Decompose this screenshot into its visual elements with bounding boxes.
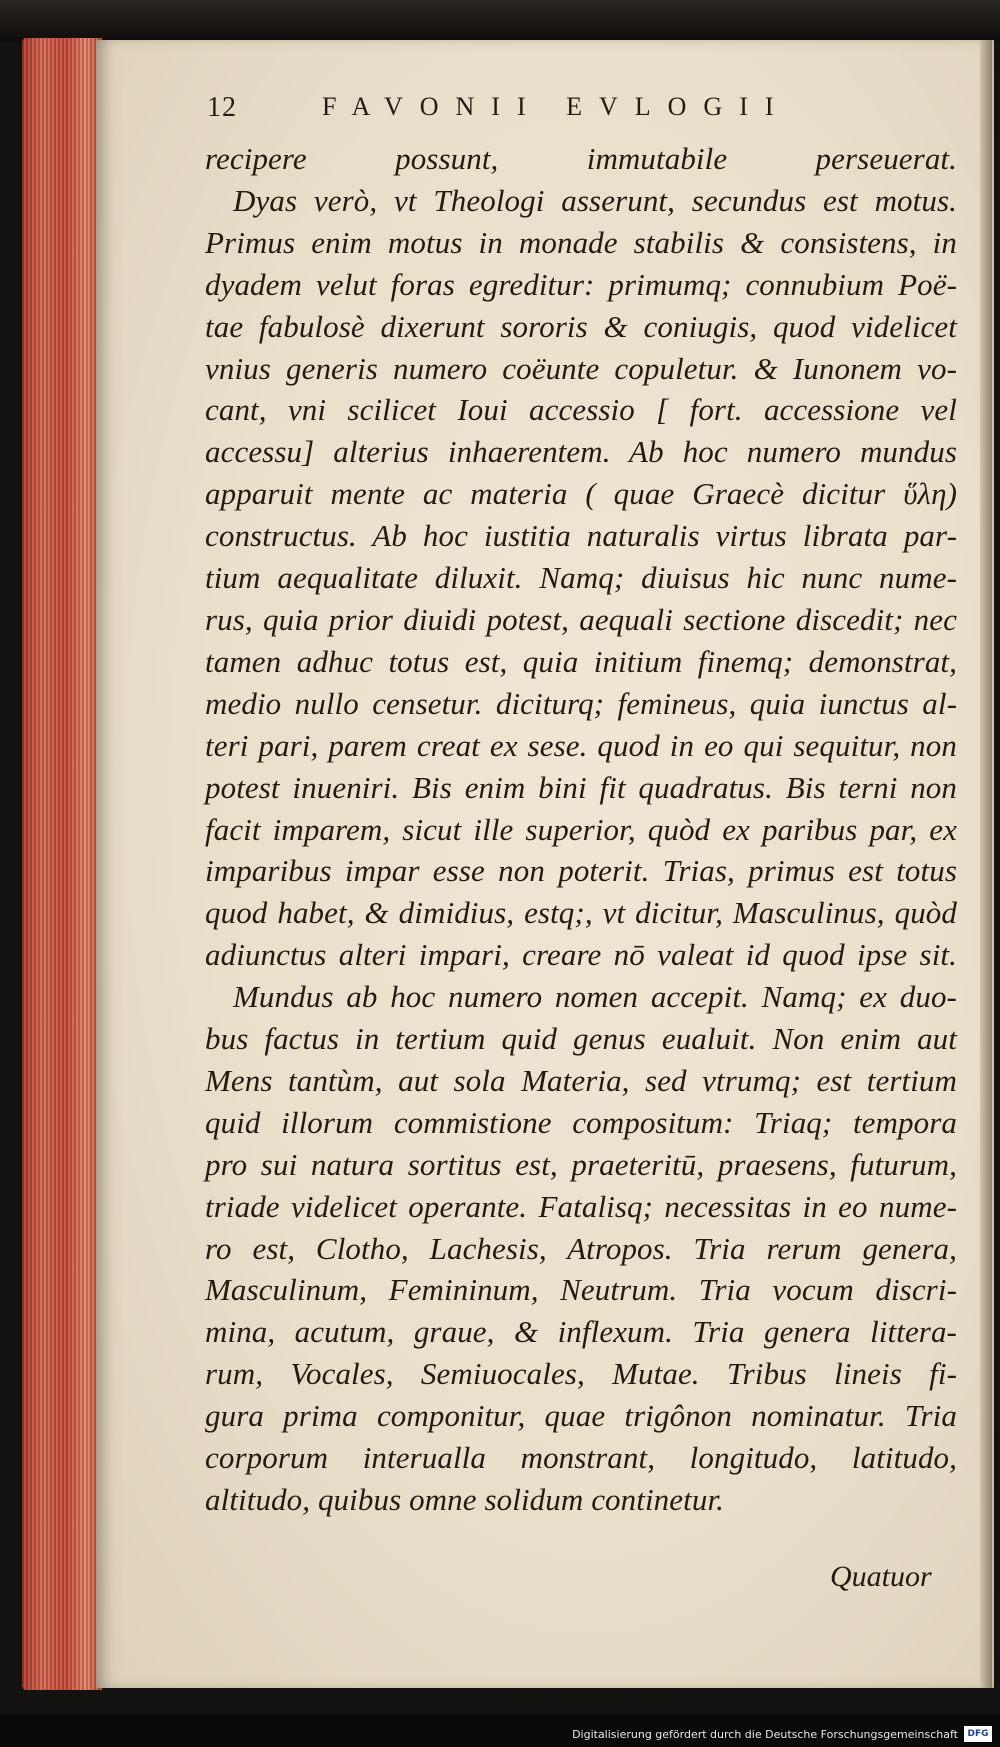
text-line: imparibus impar esse non poterit. Trias, primus est totus <box>205 853 957 889</box>
text-line: Mens tantùm, aut sola Materia, sed vtrumq; est tertium <box>205 1062 957 1098</box>
digitization-credit: Digitalisierung gefördert durch die Deutsche Forschungsgemeinschaft <box>572 1728 958 1741</box>
text-line: adiunctus alteri impari, creare nō valeat id quod ipse sit. <box>205 937 957 973</box>
text-line: vnius generis numero coëunte copuletur. & Iunonem vo- <box>205 350 957 386</box>
page-number: 12 <box>207 92 237 123</box>
text-line: recipere possunt, immutabile perseuerat. <box>205 141 957 176</box>
text-line: Primus enim motus in monade stabilis & consistens, in <box>205 224 957 260</box>
text-line: apparuit mente ac materia ( quae Graecè dicitur ὕλη) <box>205 476 957 512</box>
text-line: dyadem velut foras egreditur: primumq; connubium Poë- <box>205 266 957 302</box>
body-text <box>205 138 957 1521</box>
text-line: rum, Vocales, Semiuocales, Mutae. Tribus lineis fi- <box>205 1356 957 1392</box>
text-line: constructus. Ab hoc iustitia naturalis virtus librata par- <box>205 518 957 554</box>
text-line: quid illorum commistione compositum: Triaq; tempora <box>205 1104 957 1140</box>
text-line: potest inueniri. Bis enim bini fit quadratus. Bis terni non <box>205 769 957 805</box>
text-line: quod habet, & dimidius, estq;, vt dicitur, Masculinus, quòd <box>205 895 957 931</box>
dfg-logo: DFG <box>964 1726 992 1742</box>
text-line: Dyas verò, vt Theologi asserunt, secundus est motus. <box>233 182 957 218</box>
text-line: ro est, Clotho, Lachesis, Atropos. Tria rerum genera, <box>205 1230 957 1266</box>
scan-background-top <box>0 0 1000 42</box>
text-line: medio nullo censetur. diciturq; femineus, quia iunctus al- <box>205 685 957 721</box>
text-line: bus factus in tertium quid genus eualuit. Non enim aut <box>205 1021 957 1057</box>
running-title: FAVONII EVLOGII <box>322 92 791 121</box>
text-line: cant, vni scilicet Ioui accessio [ fort. accessione vel <box>205 392 957 428</box>
running-head <box>207 92 857 132</box>
text-line: corporum interualla monstrant, longitudo, latitudo, <box>205 1440 957 1476</box>
page-fore-edge <box>980 40 992 1688</box>
text-line: Masculinum, Femininum, Neutrum. Tria vocum discri- <box>205 1272 957 1308</box>
text-line: teri pari, parem creat ex sese. quod in eo qui sequitur, non <box>205 727 957 763</box>
text-line: accessu] alterius inhaerentem. Ab hoc numero mundus <box>205 434 957 470</box>
text-line: tamen adhuc totus est, quia initium finemq; demonstrat, <box>205 643 957 679</box>
text-line: facit imparem, sicut ille superior, quòd ex paribus par, ex <box>205 811 957 847</box>
text-line: mina, acutum, graue, & inflexum. Tria genera littera- <box>205 1314 957 1350</box>
text-line: altitudo, quibus omne solidum continetur. <box>205 1482 725 1517</box>
text-line: Mundus ab hoc numero nomen accepit. Namq; ex duo- <box>233 979 957 1015</box>
text-line: triade videlicet operante. Fatalisq; necessitas in eo nume- <box>205 1188 957 1224</box>
text-line: tium aequalitate diluxit. Namq; diuisus hic nunc nume- <box>205 560 957 596</box>
catchword: Quatuor <box>830 1560 932 1593</box>
text-line: tae fabulosè dixerunt sororis & coniugis, quod videlicet <box>205 308 957 344</box>
text-line: gura prima componitur, quae trigônon nominatur. Tria <box>205 1398 957 1434</box>
book-page-edges <box>22 38 102 1690</box>
text-line: pro sui natura sortitus est, praeteritū, praesens, futurum, <box>205 1146 957 1182</box>
text-line: rus, quia prior diuidi potest, aequali sectione discedit; nec <box>205 601 957 637</box>
